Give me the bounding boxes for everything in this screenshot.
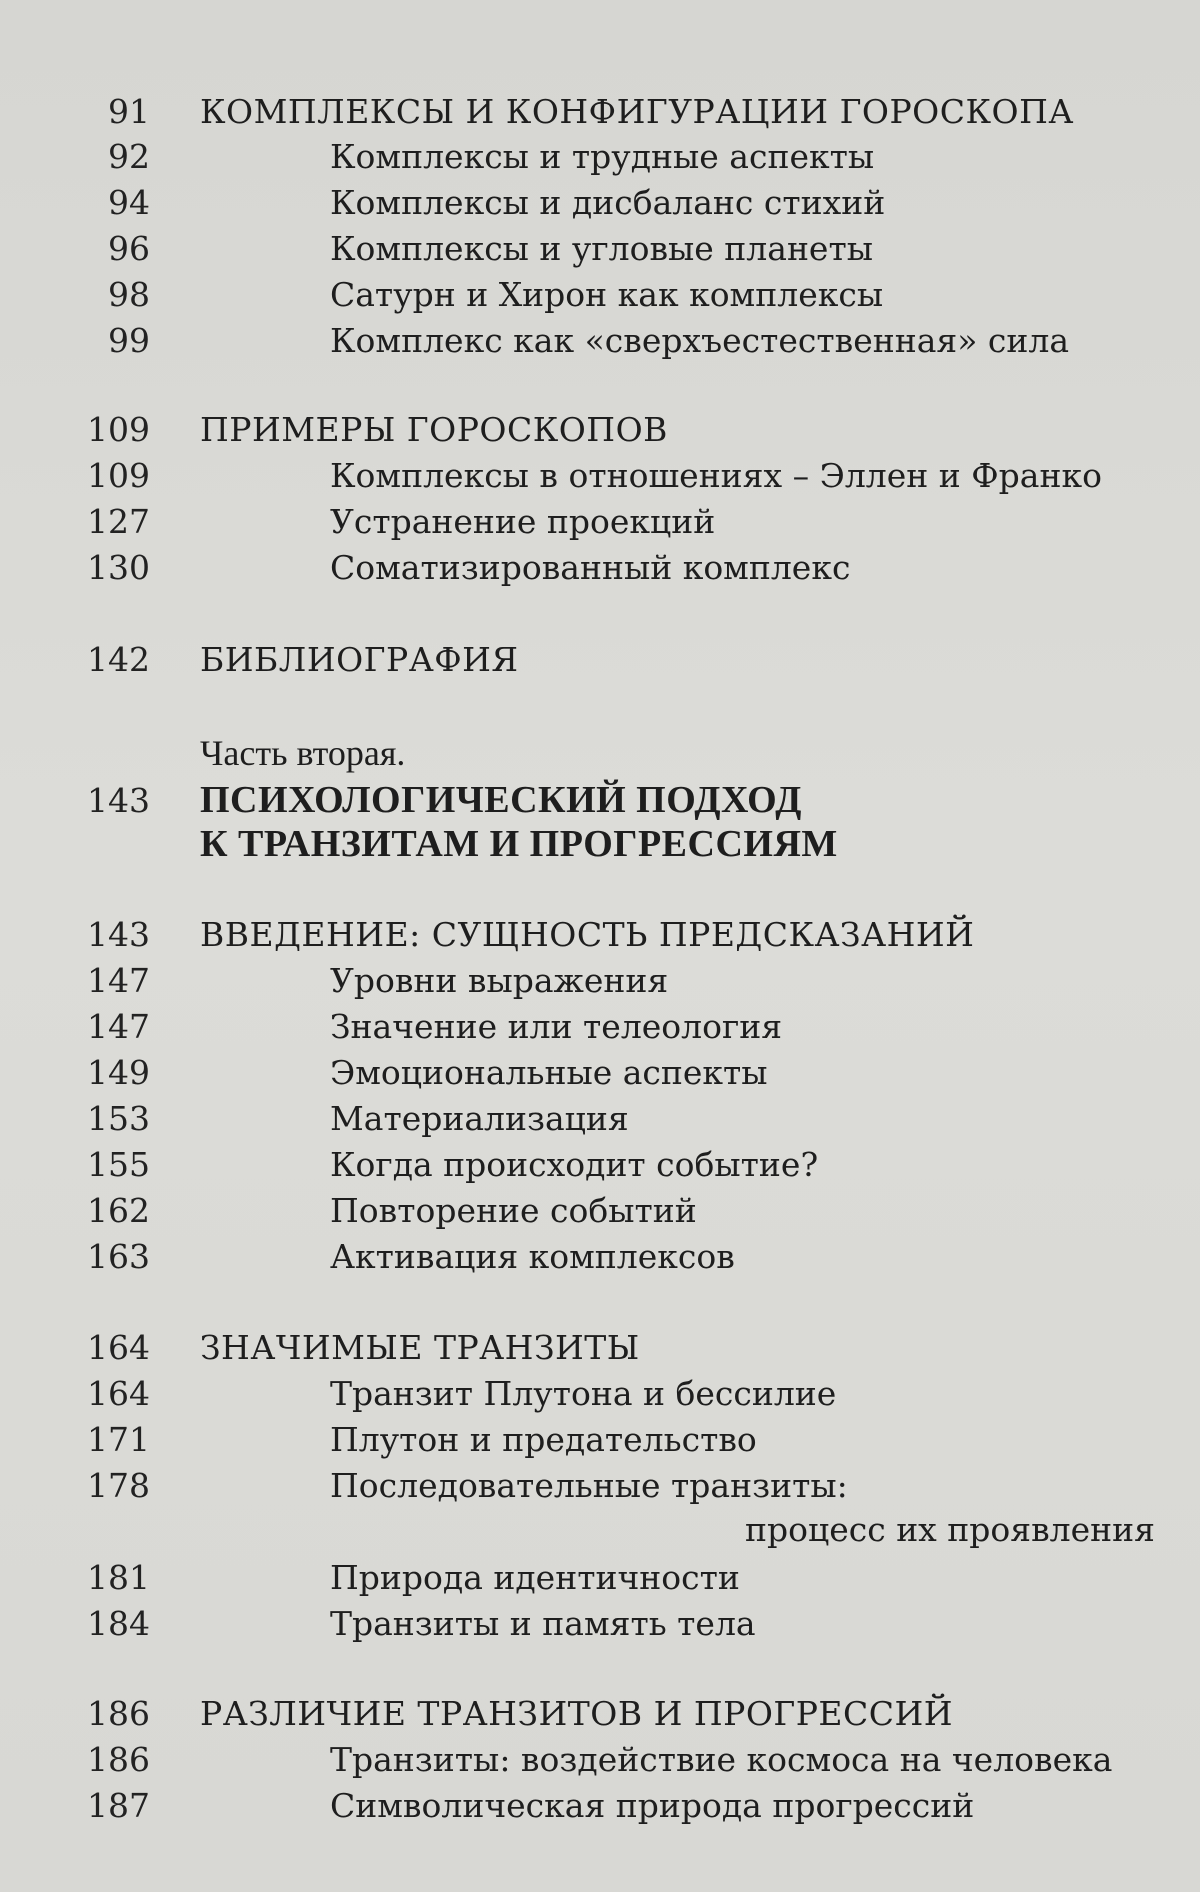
section-title: Активация комплексов (330, 1237, 735, 1276)
page-number: 186 (87, 1694, 150, 1733)
toc-section (0, 1374, 1200, 1420)
page-number: 99 (108, 321, 150, 360)
section-title: Уровни выражения (330, 961, 669, 1000)
toc-section (0, 137, 1200, 183)
chapter-title: ВВЕДЕНИЕ: СУЩНОСТЬ ПРЕДСКАЗАНИЙ (200, 915, 975, 954)
toc-section (0, 1237, 1200, 1283)
toc-section (0, 502, 1200, 548)
page-number: 184 (87, 1604, 150, 1643)
toc-part-title (0, 822, 1200, 868)
page-number: 187 (87, 1786, 150, 1825)
part-title: ПСИХОЛОГИЧЕСКИЙ ПОДХОД (200, 779, 802, 821)
toc-chapter (0, 92, 1200, 138)
toc-section (0, 275, 1200, 321)
page-number: 96 (108, 229, 150, 268)
toc-section (0, 183, 1200, 229)
page-number: 143 (87, 781, 150, 820)
toc-section (0, 1191, 1200, 1237)
page-number: 178 (87, 1466, 150, 1505)
toc-section (0, 321, 1200, 367)
toc-section (0, 1604, 1200, 1650)
page-number: 164 (87, 1328, 150, 1367)
toc-section (0, 1740, 1200, 1786)
chapter-title: БИБЛИОГРАФИЯ (200, 640, 519, 679)
part-label: Часть вторая. (200, 733, 406, 773)
section-title: Комплексы в отношениях – Эллен и Франко (330, 456, 1102, 495)
page-number: 147 (87, 961, 150, 1000)
page-number: 91 (108, 92, 150, 131)
section-title: Эмоциональные аспекты (330, 1053, 768, 1092)
section-title-continuation: процесс их проявления (745, 1510, 1155, 1549)
chapter-title: КОМПЛЕКСЫ И КОНФИГУРАЦИИ ГОРОСКОПА (200, 92, 1074, 131)
section-title: Материализация (330, 1099, 629, 1138)
toc-section (0, 1420, 1200, 1466)
toc-chapter (0, 1328, 1200, 1374)
toc-chapter (0, 640, 1200, 686)
chapter-title: ЗНАЧИМЫЕ ТРАНЗИТЫ (200, 1328, 640, 1367)
chapter-title: РАЗЛИЧИЕ ТРАНЗИТОВ И ПРОГРЕССИЙ (200, 1694, 954, 1733)
section-title: Соматизированный комплекс (330, 548, 851, 587)
page-number: 142 (87, 640, 150, 679)
toc-chapter (0, 410, 1200, 456)
page-number: 147 (87, 1007, 150, 1046)
page-number: 163 (87, 1237, 150, 1276)
toc-section (0, 1558, 1200, 1604)
part-title: К ТРАНЗИТАМ И ПРОГРЕССИЯМ (200, 823, 838, 865)
page-number: 155 (87, 1145, 150, 1184)
page-number: 164 (87, 1374, 150, 1413)
page-number: 98 (108, 275, 150, 314)
page-number: 181 (87, 1558, 150, 1597)
section-title: Плутон и предательство (330, 1420, 757, 1459)
section-title: Комплексы и угловые планеты (330, 229, 873, 268)
section-title: Комплексы и дисбаланс стихий (330, 183, 886, 222)
section-title: Повторение событий (330, 1191, 697, 1230)
page-number: 186 (87, 1740, 150, 1779)
page-number: 92 (108, 137, 150, 176)
section-title: Сатурн и Хирон как комплексы (330, 275, 884, 314)
chapter-title: ПРИМЕРЫ ГОРОСКОПОВ (200, 410, 668, 449)
toc-section (0, 1145, 1200, 1191)
toc-section (0, 1053, 1200, 1099)
toc-section (0, 1099, 1200, 1145)
toc-section (0, 961, 1200, 1007)
section-title: Комплекс как «сверхъестественная» сила (330, 321, 1070, 360)
toc-chapter (0, 1694, 1200, 1740)
section-title: Значение или телеология (330, 1007, 783, 1046)
page-number: 130 (87, 548, 150, 587)
page-number: 149 (87, 1053, 150, 1092)
page-number: 153 (87, 1099, 150, 1138)
section-title: Комплексы и трудные аспекты (330, 137, 875, 176)
section-title: Когда происходит событие? (330, 1145, 819, 1184)
toc-section (0, 1786, 1200, 1832)
part-label-row (0, 732, 1200, 778)
page-number: 127 (87, 502, 150, 541)
toc-section (0, 548, 1200, 594)
page-number: 162 (87, 1191, 150, 1230)
page-number: 143 (87, 915, 150, 954)
toc-section (0, 1466, 1200, 1512)
section-title: Устранение проекций (330, 502, 716, 541)
toc-section-continuation (0, 1510, 1200, 1556)
section-title: Транзит Плутона и бессилие (330, 1374, 837, 1413)
page-number: 171 (87, 1420, 150, 1459)
toc-section (0, 1007, 1200, 1053)
page-number: 109 (87, 456, 150, 495)
section-title: Транзиты и память тела (330, 1604, 756, 1643)
section-title: Транзиты: воздействие космоса на человека (330, 1740, 1113, 1779)
section-title: Символическая природа прогрессий (330, 1786, 975, 1825)
section-title: Природа идентичности (330, 1558, 740, 1597)
page-number: 109 (87, 410, 150, 449)
toc-section (0, 456, 1200, 502)
toc-section (0, 229, 1200, 275)
section-title: Последовательные транзиты: (330, 1466, 848, 1505)
page-number: 94 (108, 183, 150, 222)
toc-part-title (0, 778, 1200, 824)
toc-chapter (0, 915, 1200, 961)
